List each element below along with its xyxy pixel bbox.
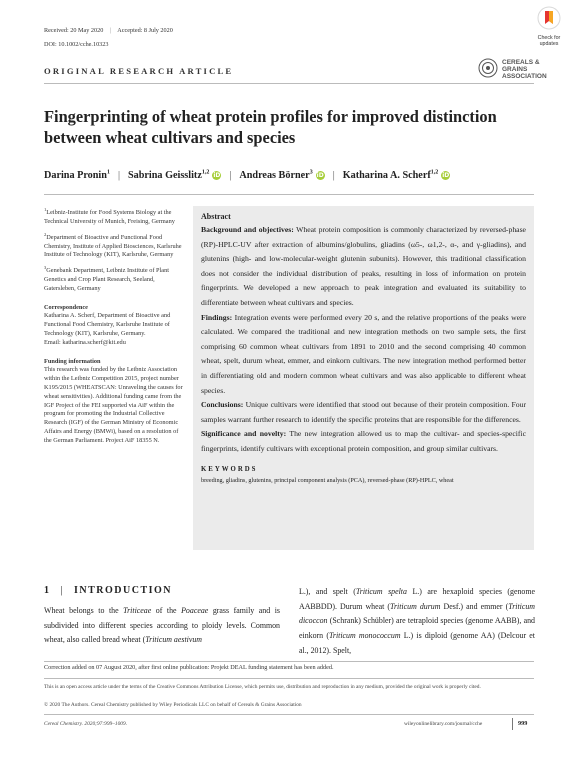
funding-label: Funding information — [44, 357, 101, 365]
copyright-note: © 2020 The Authors. Cereal Chemistry published by Wiley Periodicals LLC on behalf of Cereals & Grains Association — [44, 702, 302, 708]
journal-url[interactable]: wileyonlinelibrary.com/journal/cche — [404, 721, 483, 727]
orcid-icon[interactable]: iD — [316, 172, 324, 180]
correction-note: Correction added on 07 August 2020, after first online publication: Projekt DEAL funding statement has been added. — [44, 664, 334, 671]
page-divider — [512, 718, 513, 730]
footer-rule-3 — [44, 714, 534, 715]
abstract-box — [193, 206, 534, 550]
orcid-icon[interactable]: iD — [442, 172, 450, 180]
journal-citation: Cereal Chemistry. 2020;97:999–1009. — [44, 721, 128, 727]
affiliation-3: $^3$Genebank Department, Leibniz Institute of Plant Genetics and Crop Plant Research, Seeland, Gatersleben, Germany — [44, 265, 170, 292]
header-rule — [44, 83, 534, 84]
intro-column-2: L.), and spelt (Triticum spelta L.) are hexaploid species (genome AABBDD). Durum wheat (Triticum durum Desf.) and emmer (Triticum dicoccon (Schrank) Schübler) are tetraploid species (genome AABB), and einkorn (Triticum monococcum L.) is diploid (genome AA) (Delcour et al., 2012). Spelt, — [299, 587, 535, 655]
received-accepted-line: Received: 20 May 2020 | Accepted: 8 July 2020 — [44, 27, 173, 34]
article-title: Fingerprinting of wheat protein profiles for improved distinction between wheat cultivars and species — [44, 107, 497, 147]
affiliation-1: $^1$Leibniz-Institute for Food Systems Biology at the Technical University of Munich, Freising, Germany — [44, 207, 175, 225]
intro-column-1: Wheat belongs to the Triticeae of the Poaceae grass family and is subdivided into different species according to ploidy levels. Common wheat, also called bread wheat (Triticum aestivum — [44, 606, 280, 645]
keywords-heading: KEYWORDS — [201, 465, 258, 473]
sidebar — [44, 206, 186, 450]
orcid-icon[interactable]: iD — [213, 172, 221, 180]
keywords-list: breeding, gliadins, glutenins, principal component analysis (PCA), reversed-phase (RP)-HPLC, wheat — [201, 476, 454, 484]
check-for-updates-badge[interactable] — [532, 6, 566, 52]
accepted-date: Accepted: 8 July 2020 — [117, 27, 173, 34]
abstract-background: Background and objectives: Wheat protein composition is commonly characterized by reversed-phase (RP)-HPLC-UV after extraction of albumins/globulins, gliadins (ω5-, ω1,2-, α-, and γ-gliadins), and glutenins (high- and low-molecular-weight glutenin subunits). However, this traditional classification does not consider the individual distribution of peaks, resulting in loss of information on protein fingerprints. We developed a new approach to peak integration and evaluated its suitability to differentiate between wheat cultivars and species. — [201, 225, 526, 307]
section-heading: 1 | INTRODUCTION — [44, 585, 173, 596]
abstract-conclusions: Conclusions: Unique cultivars were identified that stood out because of their protein composition. Four samples warrant further research to identify the specific proteins that are responsible for the differences. — [201, 400, 527, 424]
authors-rule — [44, 194, 534, 195]
footer-rule-2 — [44, 678, 534, 679]
correspondence-email[interactable]: Email: katharina.scherf@kit.edu — [44, 338, 126, 346]
grain-wheel-icon — [478, 58, 498, 78]
correspondence-text: Katharina A. Scherf, Department of Bioactive and Functional Food Chemistry, Karlsruhe Institute of Technology (KIT), Karlsruhe, Germany. — [44, 312, 171, 338]
abstract-heading: Abstract — [201, 212, 231, 221]
page-number: 999 — [518, 720, 528, 727]
author-4[interactable]: Katharina A. Scherf$^{1,2}$ iD — [342, 170, 450, 182]
doi[interactable]: DOI: 10.1002/cche.10323 — [44, 41, 109, 48]
abstract-significance: Significance and novelty: The new integration allowed us to map the cultivar- and species-specific fingerprints, identify cultivars with exceptional protein composition, and group similar cultivars. — [201, 429, 526, 453]
author-1[interactable]: Darina Pronin$^1$ — [44, 170, 110, 182]
article-type: ORIGINAL RESEARCH ARTICLE — [44, 66, 234, 76]
section-number: 1 — [44, 585, 51, 596]
author-list: Darina Pronin$^1$ | Sabrina Geisslitz$^{1,2}$ iD | Andreas Börner$^3$ iD | Katharina A. Scherf$^{1,2}$ iD — [44, 170, 450, 182]
footer-rule-1 — [44, 661, 534, 662]
license-note: This is an open access article under the terms of the Creative Commons Attribution License, which permits use, distribution and reproduction in any medium, provided the original work is properly cited. — [44, 684, 481, 690]
author-2[interactable]: Sabrina Geisslitz$^{1,2}$ iD — [127, 170, 221, 182]
check-updates-label: Check for updates — [537, 35, 561, 47]
received-date: Received: 20 May 2020 — [44, 27, 104, 34]
author-3[interactable]: Andreas Börner$^3$ iD — [239, 170, 324, 182]
abstract-findings: Findings: Integration events were performed every 20 s, and the relative proportions of the peaks were calculated. We compared the traditional and new integration methods on two sample sets, the first comprising 60 common wheat cultivars from 1891 to 2010 and the second comprising 40 common wheat, spelt, durum wheat, emmer, and einkorn cultivars. The new integration method performed better in differentiating old and modern common wheat cultivars and was also applicable to different wheat species. — [201, 312, 527, 395]
affiliation-2: $^2$Department of Bioactive and Functional Food Chemistry, Institute of Applied Biosciences, Karlsruhe Institute of Technology (KIT), Karlsruhe, Germany — [44, 231, 182, 259]
correspondence-label: Correspondence — [44, 303, 88, 311]
bookmark-icon — [537, 6, 561, 30]
abstract-body — [201, 223, 526, 457]
society-name: CEREALS & GRAINS ASSOCIATION — [502, 59, 547, 80]
section-title: INTRODUCTION — [74, 585, 173, 596]
society-logo — [478, 57, 570, 79]
funding-text: This research was funded by the Leibniz Association within the Leibniz Competition 2015, project number K195/2015 (WHEATSCAN: Unraveling the causes for wheat sensitivities). Additional funding came from the IGF Project of the FEI supported via AiF within the program for promoting the Industrial Collective Research (IGF) of the German Ministry of Economic Affairs and Energy (BMWi), based on a resolution of the German Parliament. Project AiF 18355 N. — [44, 366, 183, 444]
